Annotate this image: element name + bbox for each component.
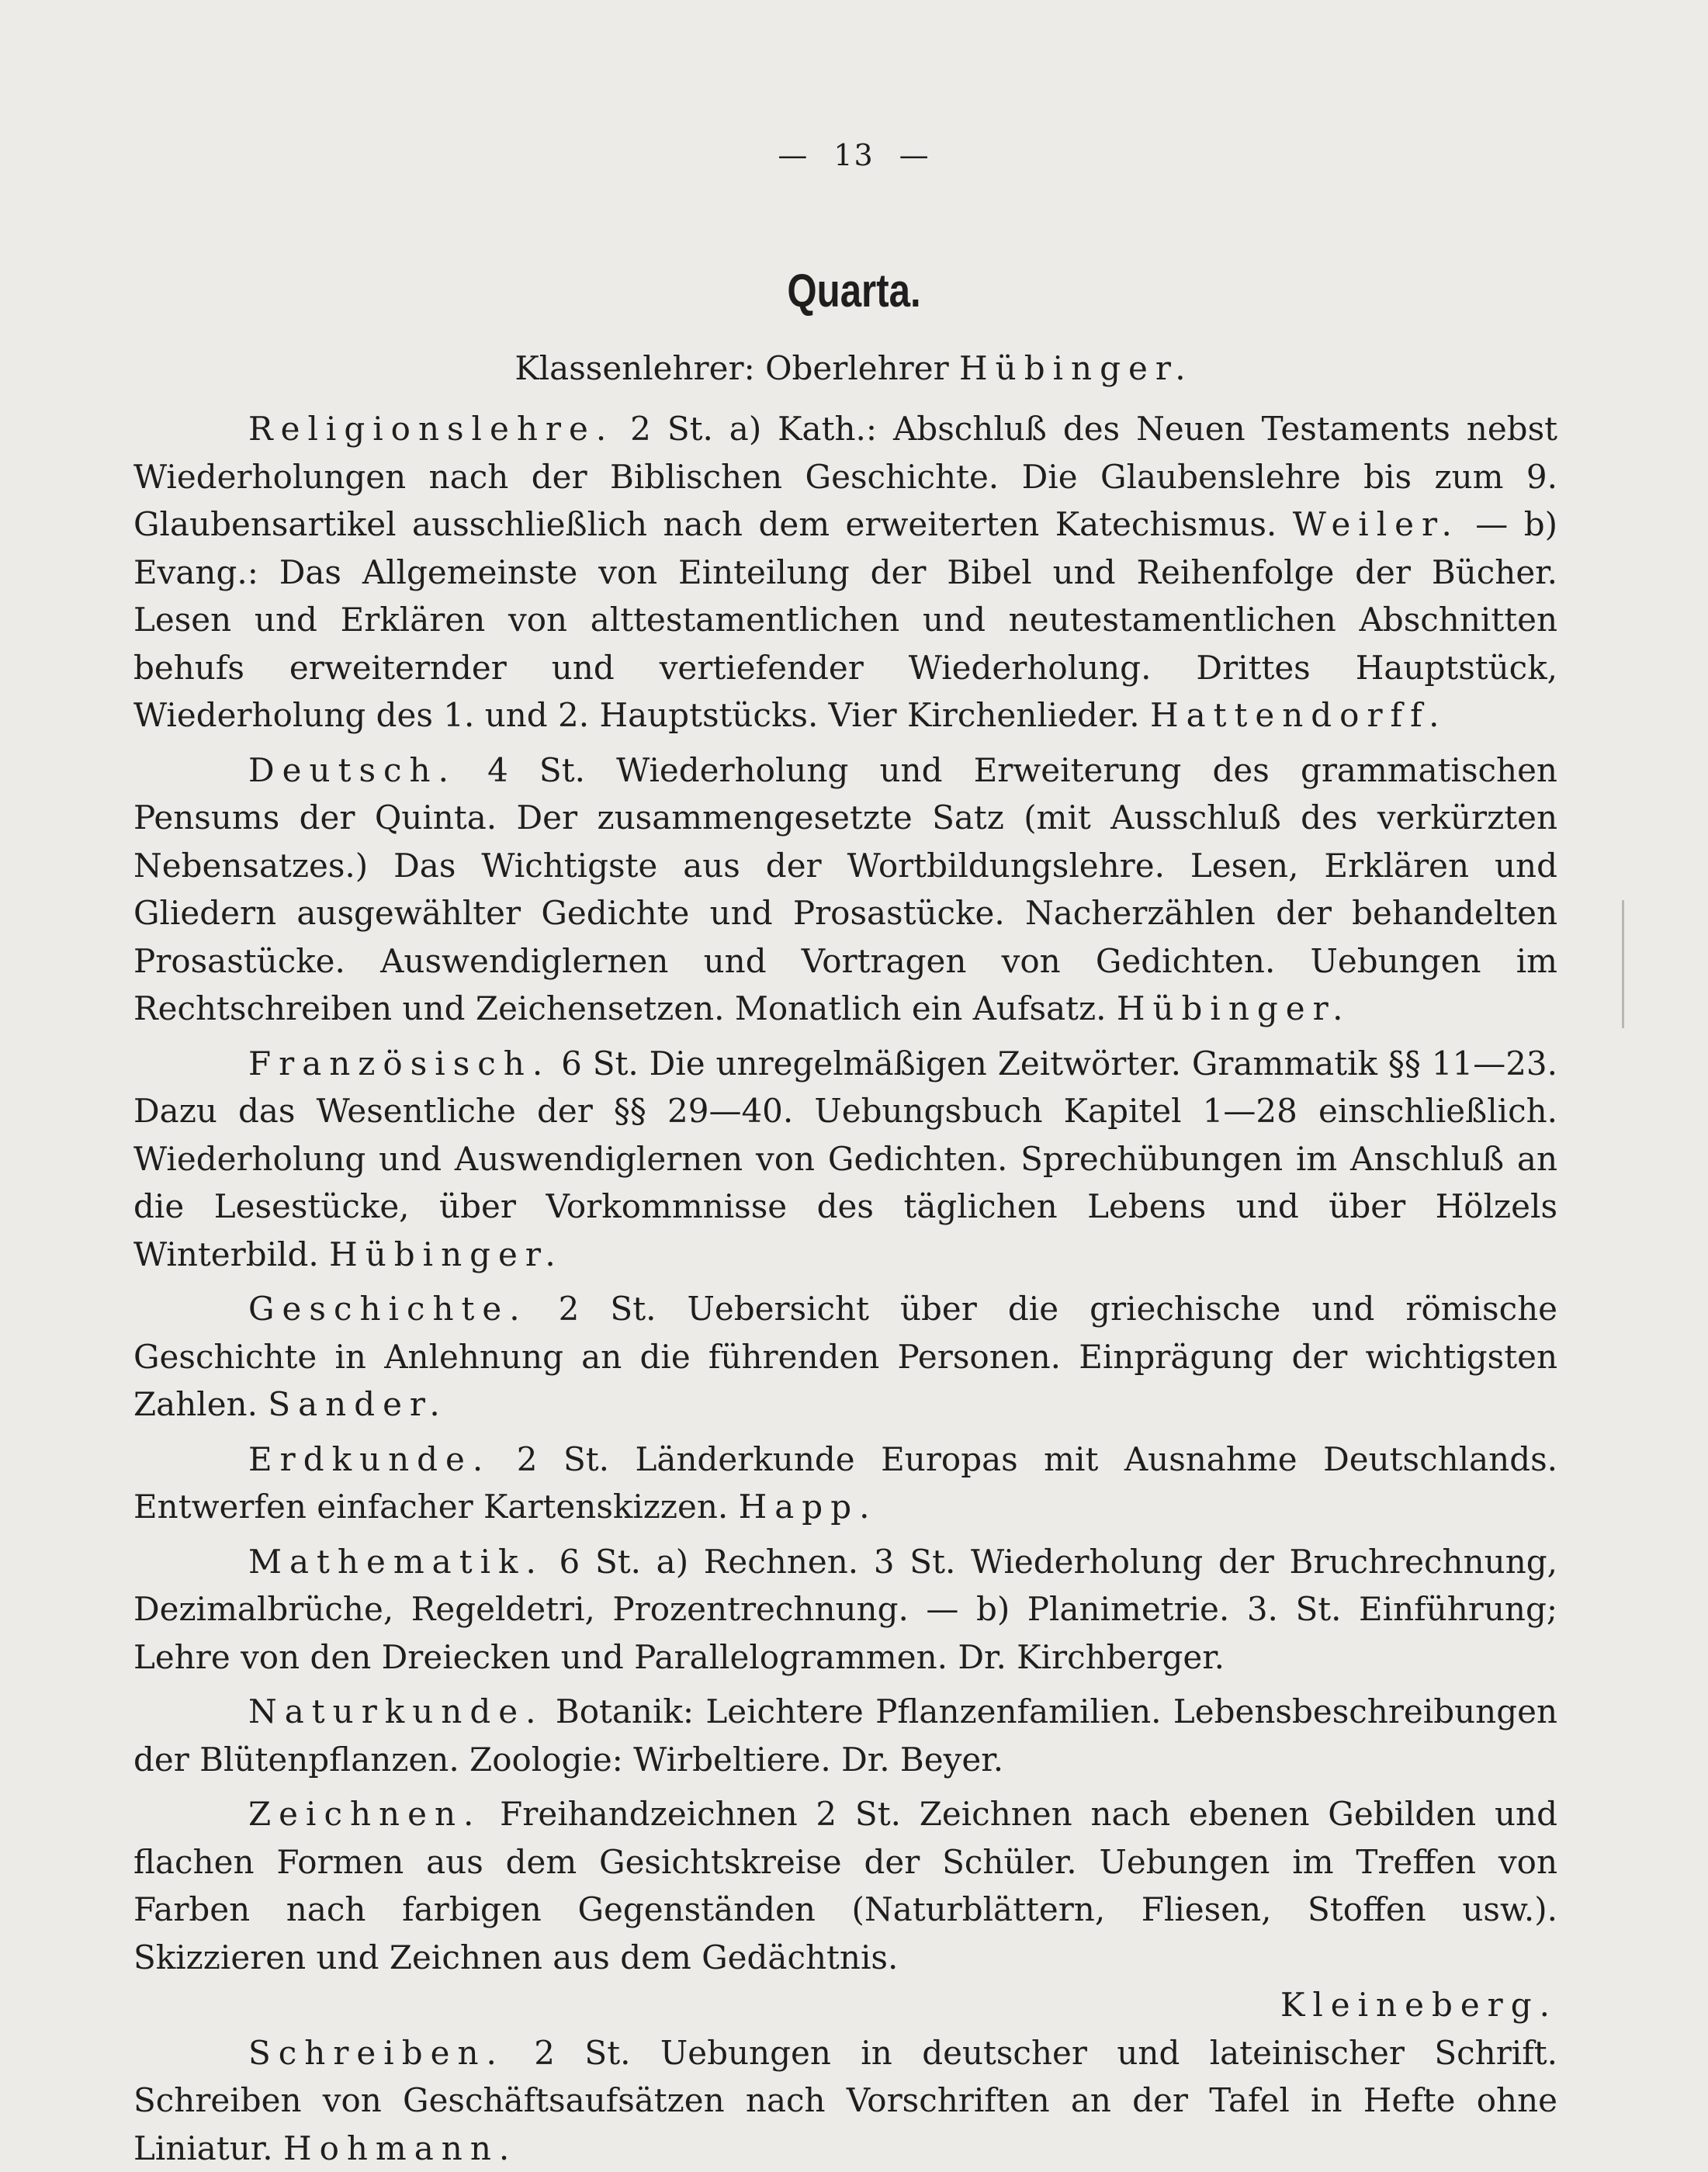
subject-text: 2 St. a) Kath.: Abschluß des Neuen Testaments nebst Wiederholungen nach der Biblischen Geschichte. Die Glaubenslehre bis zum 9. Glaubensartikel ausschließlich nach dem erweiterten Katechismus.	[133, 410, 1557, 543]
subject-schreiben	[133, 2029, 1557, 2172]
subject-text-evangelisch: — b) Evang.: Das Allgemeinste von Einteilung der Bibel und Reihenfolge der Bücher. Lesen und Erklären von alttestamentlichen und neutestamentlichen Abschnitten behufs erweiternder und vertiefender Wiederholung. Drittes Hauptstück, Wiederholung des 1. und 2. Hauptstücks. Vier Kirchenlieder.	[133, 505, 1557, 734]
subject-religion	[133, 405, 1557, 740]
subject-name: Mathematik.	[248, 1543, 544, 1581]
subject-name: Religionslehre.	[248, 410, 614, 448]
subject-text: 6 St. Die unregelmäßigen Zeitwörter. Grammatik §§ 11—23. Dazu das Wesentliche der §§ 29—40. Uebungsbuch Kapitel 1—28 einschließlich. Wiederholung und Auswendiglernen von Gedichten. Sprechübungen im Anschluß an die Lesestücke, über Vorkommnisse des täglichen Lebens und über Hölzels Winterbild.	[133, 1044, 1557, 1273]
subject-franzoesisch	[133, 1040, 1557, 1279]
class-teacher-line	[0, 349, 1708, 387]
class-teacher-name: Hübinger.	[959, 349, 1194, 387]
teacher-name: Happ.	[739, 1488, 878, 1526]
page-number: — 13 —	[0, 138, 1708, 172]
subject-name: Deutsch.	[248, 751, 456, 789]
teacher-name: Sander.	[268, 1385, 447, 1423]
subject-zeichnen	[133, 1790, 1557, 1981]
subject-text: Botanik: Leichtere Pflanzenfamilien. Lebensbeschreibungen der Blütenpflanzen. Zoologie: Wirbeltiere.	[133, 1692, 1557, 1779]
subject-geschichte	[133, 1285, 1557, 1429]
subject-erdkunde	[133, 1436, 1557, 1531]
subject-name: Naturkunde.	[248, 1692, 543, 1730]
subject-name: Erdkunde.	[248, 1440, 490, 1478]
teacher-name: Kleineberg.	[133, 1981, 1557, 2029]
subject-deutsch	[133, 747, 1557, 1033]
teacher-name: Dr. Beyer.	[841, 1741, 1003, 1779]
teacher-name: Hübinger.	[329, 1235, 563, 1273]
teacher-name: Dr. Kirchberger.	[958, 1638, 1225, 1676]
scan-margin-mark	[1622, 900, 1624, 1028]
teacher-name: Hohmann.	[283, 2129, 517, 2167]
subject-name: Schreiben.	[248, 2034, 504, 2072]
teacher-name: Weiler.	[1293, 505, 1460, 543]
subject-name: Zeichnen.	[248, 1795, 481, 1833]
subject-text: 2 St. Uebungen in deutscher und lateinischer Schrift. Schreiben von Geschäftsaufsätzen nach Vorschriften an der Tafel in Hefte ohne Liniatur.	[133, 2034, 1557, 2167]
teacher-name: Hübinger.	[1117, 989, 1351, 1027]
class-teacher-label: Klassenlehrer: Oberlehrer	[514, 349, 948, 387]
subject-mathematik	[133, 1538, 1557, 1682]
subject-name: Geschichte.	[248, 1290, 528, 1328]
subject-text: 6 St. a) Rechnen. 3 St. Wiederholung der Bruchrechnung, Dezimalbrüche, Regeldetri, Prozentrechnung. — b) Planimetrie. 3. St. Einführung; Lehre von den Dreiecken und Parallelogrammen.	[133, 1543, 1557, 1676]
subject-text: 4 St. Wiederholung und Erweiterung des grammatischen Pensums der Quinta. Der zusammengesetzte Satz (mit Ausschluß des verkürzten Nebensatzes.) Das Wichtigste aus der Wortbildungslehre. Lesen, Erklären und Gliedern ausgewählter Gedichte und Prosastücke. Nacherzählen der behandelten Prosastücke. Auswendiglernen und Vortragen von Gedichten. Uebungen im Rechtschreiben und Zeichensetzen. Monatlich ein Aufsatz.	[133, 751, 1557, 1028]
subject-naturkunde	[133, 1688, 1557, 1783]
page-title: Quarta.	[154, 264, 1554, 317]
curriculum-body	[133, 405, 1557, 2172]
teacher-name: Hattendorff.	[1150, 696, 1447, 734]
subject-text: 2 St. Uebersicht über die griechische und römische Geschichte in Anlehnung an die führenden Personen. Einprägung der wichtigsten Zahlen.	[133, 1290, 1557, 1423]
subject-name: Französisch.	[248, 1044, 550, 1083]
subject-text: 2 St. Länderkunde Europas mit Ausnahme Deutschlands. Entwerfen einfacher Kartenskizzen.	[133, 1440, 1557, 1526]
subject-text: Freihandzeichnen 2 St. Zeichnen nach ebenen Gebilden und flachen Formen aus dem Gesichtskreise der Schüler. Uebungen im Treffen von Farben nach farbigen Gegenständen (Naturblättern, Fliesen, Stoffen usw.). Skizzieren und Zeichnen aus dem Gedächtnis.	[133, 1795, 1557, 1976]
